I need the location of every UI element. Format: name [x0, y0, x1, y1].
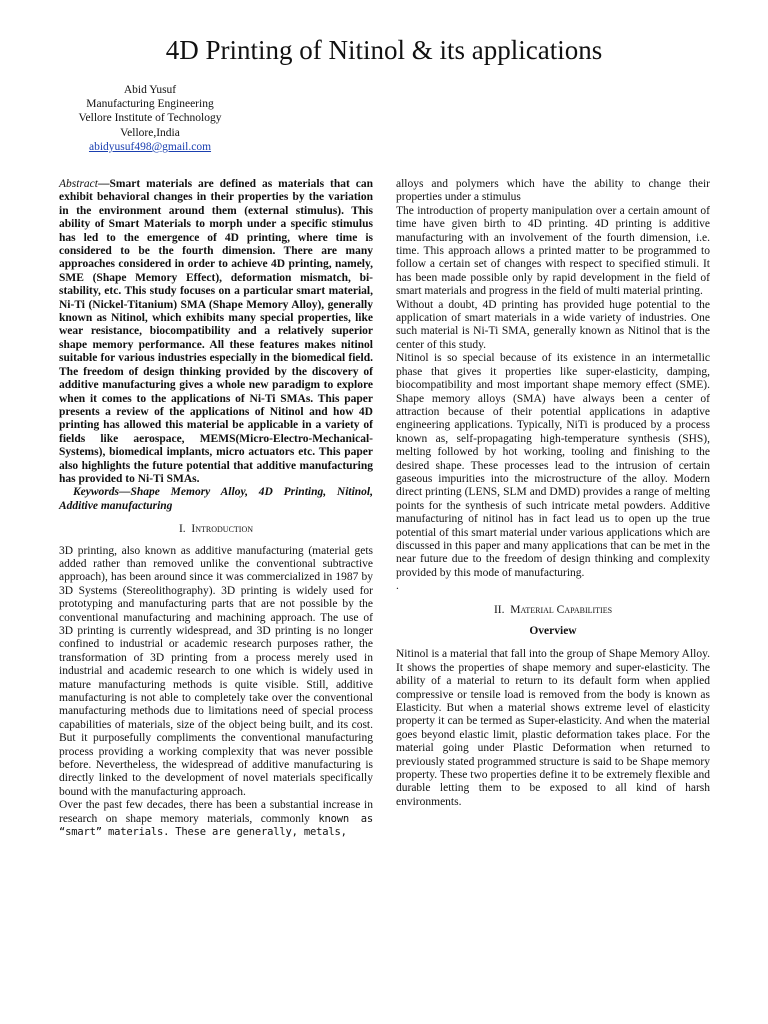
- right-paragraph-3: Without a doubt, 4D printing has provided huge potential to the application of smart materials in a wide variety of industries. One such material is Ni-Ti SMA, generally known as Nitinol that is the center of this study.: [396, 298, 710, 351]
- right-column: [396, 178, 710, 809]
- abstract: [59, 178, 373, 486]
- paper-title: 4D Printing of Nitinol & its applications: [165, 35, 603, 65]
- intro-paragraph-2: [59, 799, 373, 839]
- right-paragraph-1: alloys and polymers which have the ability to change their properties under a stimulus: [396, 178, 710, 204]
- keywords: Keywords—Shape Memory Alloy, 4D Printing, Nitinol, Additive manufacturing: [59, 486, 373, 512]
- section-heading-introduction: I. Introduction: [178, 523, 254, 536]
- intro-paragraph-2-start: Over the past few decades, there has been a substantial increase in research on shape memory materials, commonly: [59, 799, 373, 825]
- right-paragraph-4: Nitinol is so special because of its existence in an intermetallic phase that gives it properties like super-elasticity, damping, biocompatibility and most important shape memory effect (SME). Shape memory alloys (SMA) have always been a center of attraction because of their potential applications in adaptive engineering applications. Typically, NiTi is produced by a process known as, self-propagating high-temperature synthesis (SHS), melting followed by hot working, tooling and finishing to the desired shape. These processes lead to the intrusion of certain gaseous impurities into the microstructure of the alloy. Modern direct printing (LENS, SLM and DMD) provides a range of melting points for the synthesis of such intricate metal powders. Additive manufacturing of nitinol has in fact lead us to open up the true potential of this smart material under various applications which are discussed in this paper and many applications that can be met in the near future due to the freedom of design thinking and complexity provided by this mode of manufacturing.: [396, 352, 710, 579]
- left-column: [59, 178, 373, 840]
- overview-paragraph: Nitinol is a material that fall into the group of Shape Memory Alloy. It shows the properties of shape memory and super-elasticity. The ability of a material to return to its default form when applied compressive or tensile load is removed from the body is known as Elasticity. But when a material shows extreme level of elasticity property it can be termed as Super-elasticity. And when the material goes beyond elastic limit, plastic deformation takes place. For the material going under Plastic Deformation when returned to previously stated programmed structure is said to be Shape memory property. These two properties define it to be extremely flexible and durable letting them to be exposed to all kind of harsh environments.: [396, 648, 710, 808]
- abstract-body: —Smart materials are defined as materials that can exhibit behavioral changes in their properties by the variation in the environment around them (external stimulus). This ability of Smart Materials to morph under a specific stimulus has led to the emergence of 4D printing, where time is considered to be the fourth dimension. There are many approaches considered in order to achieve 4D printing, namely, SME (Shape Memory Effect), deformation mismatch, bi-stability, etc. This study focuses on a particular smart material, Ni-Ti (Nickel-Titanium) SMA (Shape Memory Alloy), generally known as Nitinol, which exhibits many special properties, like wear resistance, biocompatibility and a relatively superior shape memory performance. All these features makes nitinol suitable for various industries especially in the biomedical field. The freedom of design thinking provided by the discovery of additive manufacturing gives a whole new paradigm to explore when it comes to the applications of Ni-Ti SMAs. This paper presents a review of the applications of Nitinol and how 4D printing has allowed this material be applicable in a variety of fields like aerospace, MEMS(Micro-Electro-Mechanical-Systems), biomedical implants, micro actuators etc. This paper also highlights the future potential that additive manufacturing has provided to Ni-Ti SMAs.: [59, 178, 373, 485]
- author-department: Manufacturing Engineering: [86, 98, 214, 111]
- author-email-link[interactable]: abidyusuf498@gmail.com: [88, 140, 212, 153]
- author-name: Abid Yusuf: [123, 84, 177, 96]
- abstract-lead: Abstract: [59, 178, 98, 190]
- stray-dot: .: [396, 580, 399, 593]
- subsection-heading-overview: Overview: [529, 625, 577, 637]
- author-institute: Vellore Institute of Technology: [78, 112, 222, 125]
- author-block: [50, 83, 250, 154]
- intro-paragraph-2-tail: known as “smart” materials. These are generally, metals,: [59, 812, 373, 839]
- author-location: Vellore,India: [120, 126, 180, 139]
- right-paragraph-2: The introduction of property manipulation over a certain amount of time have given birth to 4D printing. 4D printing is additive manufacturing with an involvement of the fourth dimension, i.e. time. This approach allows a printed matter to be programmed to follow a certain set of changes with respect to specified stimuli. It has been made possible only by rapid development in the field of smart materials and progress in the field of multi material printing.: [396, 204, 710, 298]
- intro-paragraph-1: 3D printing, also known as additive manufacturing (material gets added rather than removed unlike the conventional subtractive approach), has been around since it was commercialized in 1987 by 3D Systems (Stereolithography). 3D printing is widely used for prototyping and manufacturing parts that are not possible by the conventional manufacturing and machining approach. The use of 3D printing is currently widespread, and 3D printing is no longer confined to industrial or academic research purposes rather, the transformation of 3D printing from a process merely used in industrial and academic research to one which is widely used in mature manufacturing methods is quite visible. Still, additive manufacturing is not able to completely take over the conventional manufacturing methods due to limitations need of special process capabilities of materials, size of the object being built, and its cost. But it purposefully compliments the conventional manufacturing process providing a working complexity that was never possible before. Nevertheless, the widespread of additive manufacturing is directly linked to the development of novel materials specifically bound with the manufacturing approach.: [59, 544, 373, 798]
- section-heading-material-capabilities: II. Material Capabilities: [493, 603, 613, 616]
